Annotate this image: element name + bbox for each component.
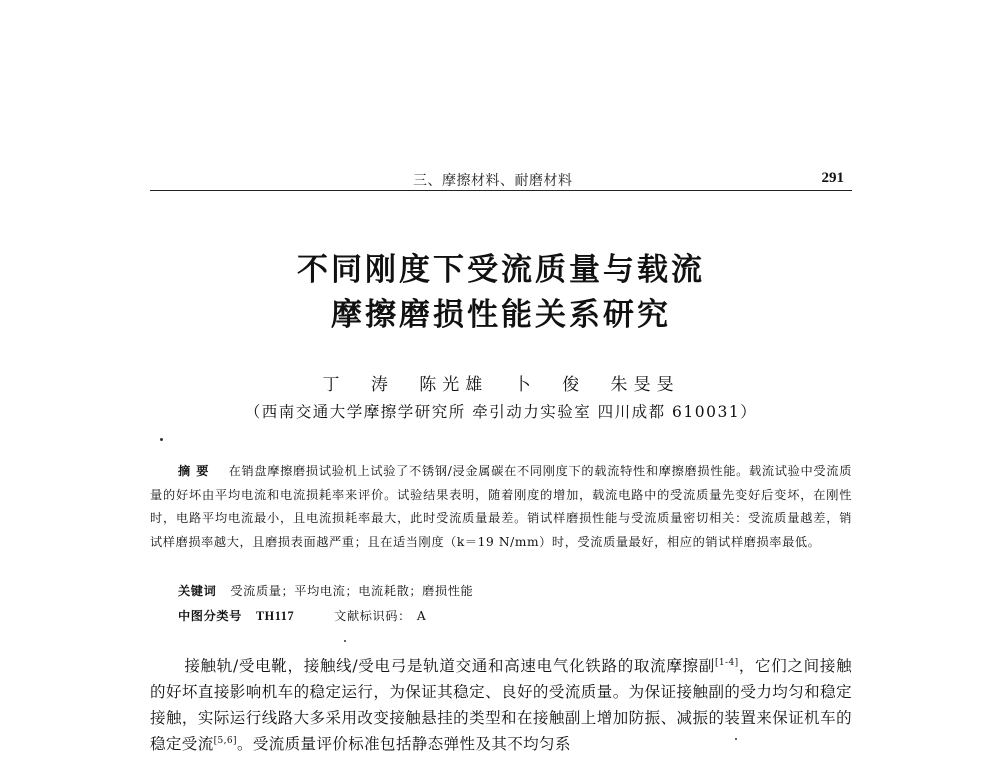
abstract-text: 在销盘摩擦磨损试验机上试验了不锈钢/浸金属碳在不同刚度下的载流特性和摩擦磨损性能。载流试验中受流质量的好坏由平均电流和电流损耗率来评价。试验结果表明，随着刚度的增加，载流电路中的受流质量先变好后变坏，在刚性时，电路平均电流最小，且电流损耗率最大，此时受流质量最差。销试样磨损性能与受流质量密切相关：受流质量越差，销试样磨损率越大，且磨损表面越严重；且在适当刚度（k＝19 N/mm）时，受流质量最好，相应的销试样磨损率最低。 xyxy=(150,464,853,549)
classification xyxy=(178,607,426,624)
body-text-part-2: ，它们之间接触的好坏直接影响机车的稳定运行，为保证其稳定、良好的受流质量。为保证接触副的受力均匀和稳定接触，实际运行线路大多采用改变接触悬挂的类型和在接触副上增加防振、减振的装置来保证机车的稳定受流 xyxy=(150,657,852,753)
section-label: 三、摩擦材料、耐磨材料 xyxy=(413,173,573,189)
scan-speck xyxy=(344,640,346,642)
keywords-text: 受流质量；平均电流；电流耗散；磨损性能 xyxy=(230,584,474,598)
abstract-label: 摘要 xyxy=(178,464,215,478)
document-code-label: 文献标识码： xyxy=(334,609,411,623)
keywords xyxy=(178,582,473,599)
affiliation: （西南交通大学摩擦学研究所 牵引动力实验室 四川成都 610031） xyxy=(244,403,758,421)
header-rule xyxy=(150,190,852,191)
keywords-label: 关键词 xyxy=(178,584,217,598)
body-text-part-1: 接触轨/受电靴，接触线/受电弓是轨道交通和高速电气化铁路的取流摩擦副 xyxy=(184,657,715,675)
running-header xyxy=(150,164,852,192)
scan-speck xyxy=(735,738,737,740)
authors: 丁 涛 陈光雄 卜 俊 朱旻旻 xyxy=(322,375,680,395)
citation-ref-2: [5,6] xyxy=(213,735,237,746)
paper-title xyxy=(150,248,852,338)
abstract xyxy=(150,460,852,554)
body-text-part-3: 。受流质量评价标准包括静态弹性及其不均匀系 xyxy=(236,735,571,753)
title-line-2: 摩擦磨损性能关系研究 xyxy=(331,297,671,333)
page-number: 291 xyxy=(821,170,844,186)
document-code: A xyxy=(416,609,427,623)
classification-label: 中图分类号 xyxy=(178,609,242,623)
citation-ref-1: [1-4] xyxy=(714,657,739,668)
classification-code: TH117 xyxy=(255,609,295,623)
scan-speck xyxy=(160,438,163,441)
body-paragraph xyxy=(150,653,852,757)
title-line-1: 不同刚度下受流质量与载流 xyxy=(297,252,705,288)
